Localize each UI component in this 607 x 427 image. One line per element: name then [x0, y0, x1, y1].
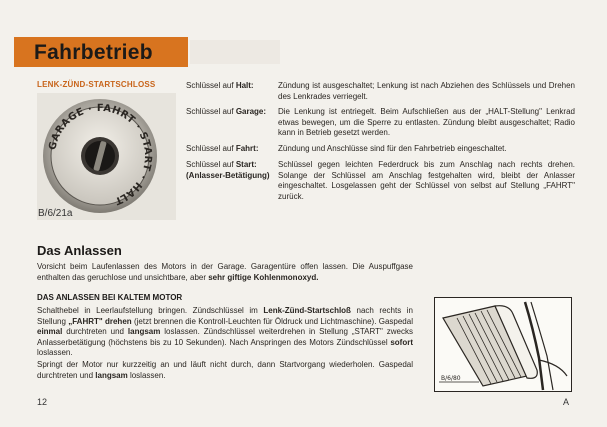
- ignition-lock-photo: [37, 93, 176, 220]
- instruction-emphasis: sofort: [390, 337, 413, 347]
- lock-photo-caption: B/6/21a: [38, 208, 73, 219]
- key-position-prefix: Schlüssel auf: [186, 160, 236, 169]
- key-position-description: Schlüssel gegen leichten Federdruck bis zum Anschlag nach rechts drehen. Solange der Schlüssel am Anschlag festgehalten wird, bleibt der Anlasser eingeschaltet. Losgelassen geht der Schlüssel von selbst auf Stellung „FAHRT" zurück.: [278, 160, 575, 201]
- subheading-kalter-motor: DAS ANLASSEN BEI KALTEM MOTOR: [37, 293, 183, 302]
- instruction-text: nach rechts in Stellung: [37, 306, 414, 326]
- kalter-motor-repeat-instructions: [37, 360, 413, 381]
- instruction-text: loslassen. Zündschlüssel weiterdrehen in Stellung „START" zwecks Anlasserbetätigung (höchstens bis zu 10 Sekunden). Nach Anspringen des Motors Zündschlüssel: [37, 327, 414, 347]
- instruction-emphasis: langsam: [127, 327, 161, 337]
- instruction-emphasis: einmal: [37, 327, 63, 337]
- key-position-name: Halt:: [235, 81, 254, 90]
- key-position-note: (Anlasser-Betätigung): [186, 170, 270, 180]
- key-position-description: Die Lenkung ist entriegelt. Beim Aufschließen aus der „HALT-Stellung" Lenkrad etwas bewegen, um die Sperre zu entlasten. Zündung bleibt ausgeschaltet; Radio kann in Betrieb gesetzt werden.: [278, 107, 575, 137]
- instruction-emphasis: „FAHRT" drehen: [68, 316, 132, 326]
- instruction-text: loslassen.: [127, 370, 166, 380]
- page-number: 12: [37, 397, 48, 407]
- instruction-text: durchtreten und: [62, 327, 128, 337]
- instruction-text: Springt der Motor nur kurzzeitig an und läuft nicht durch, dann Startvorgang wiederholen. Gaspedal durchtreten und: [37, 360, 413, 380]
- key-position-description: Zündung ist ausgeschaltet; Lenkung ist nach Abziehen des Schlüssels und Drehen des Lenkrades verriegelt.: [278, 81, 575, 101]
- key-position-name: Fahrt:: [235, 144, 259, 153]
- kalter-motor-instructions: [37, 306, 413, 359]
- instruction-emphasis: langsam: [95, 370, 128, 380]
- key-position-prefix: Schlüssel auf: [186, 144, 236, 153]
- pedal-figure-caption: B/6/80: [441, 375, 461, 382]
- intro-text: Vorsicht beim Laufenlassen des Motors in der Garage. Garagentüre offen lassen. Die Auspuffgase enthalten das geruchlose und unsichtbare, aber: [37, 262, 413, 282]
- gas-pedal-illustration: [435, 298, 571, 391]
- instruction-text: loslassen.: [37, 348, 73, 358]
- anlassen-intro: [37, 262, 413, 283]
- section-heading-anlassen: Das Anlassen: [37, 243, 122, 258]
- key-position-prefix: Schlüssel auf: [186, 107, 236, 116]
- header-shadow-block: [190, 40, 280, 64]
- section-label: LENK-ZÜND-STARTSCHLOSS: [37, 80, 156, 89]
- intro-warning: sehr giftige Kohlenmonoxyd.: [208, 272, 319, 282]
- key-position-description: Zündung und Anschlüsse sind für den Fahrbetrieb eingeschaltet.: [278, 144, 507, 153]
- instruction-emphasis: Lenk-Zünd-Startschloß: [263, 306, 351, 315]
- page-letter: A: [563, 397, 570, 407]
- key-position-name: Start:: [235, 160, 257, 169]
- instruction-text: (jetzt brennen die Kontroll-Leuchten für Öldruck und Lichtmaschine). Gaspedal: [131, 316, 413, 326]
- lock-ring-label: GARAGE · FAHRT · START · HALT: [47, 102, 154, 207]
- key-position-prefix: Schlüssel auf: [186, 81, 236, 90]
- instruction-text: Schalthebel in Leerlaufstellung bringen. Zündschlüssel im: [37, 306, 264, 315]
- ignition-lock-illustration: [37, 93, 176, 220]
- key-position-name: Garage:: [235, 107, 267, 116]
- gas-pedal-figure: [434, 297, 572, 392]
- page-title: Fahrbetrieb: [34, 41, 153, 64]
